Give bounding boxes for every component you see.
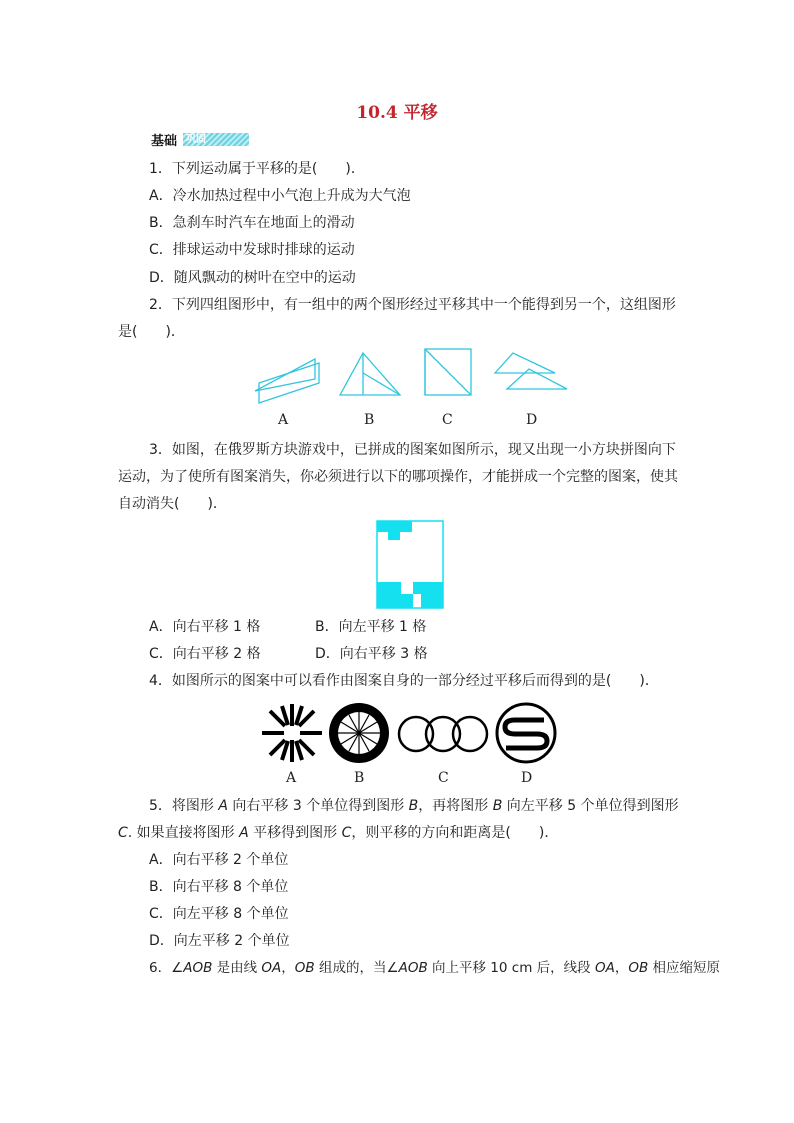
q3-stem-line1: 3．如图，在俄罗斯方块游戏中，已拼成的图案如图所示，现又出现一小方块拼图向下 (149, 442, 676, 458)
section-tag (149, 130, 253, 148)
q1-option-d: D．随风飘动的树叶在空中的运动 (149, 270, 356, 286)
section-tag-sub: 巩固 (183, 133, 249, 146)
q3-tetris-figure (376, 518, 446, 610)
q3-option-c: C．向右平移 2 格 (149, 646, 261, 662)
q5-option-c: C．向左平移 8 个单位 (149, 906, 289, 922)
q2-label-c: C (442, 412, 453, 428)
q2-figure-a (255, 359, 319, 403)
q2-figure-c (425, 349, 471, 395)
q3-built-pattern (377, 582, 443, 608)
q4-figure-c (399, 717, 487, 751)
q4-label-b: B (354, 770, 365, 786)
q1-option-a: A．冷水加热过程中小气泡上升成为大气泡 (149, 188, 411, 204)
q4-label-d: D (521, 770, 533, 786)
q1-option-c: C．排球运动中发球时排球的运动 (149, 242, 355, 258)
q4-label-a: A (286, 770, 297, 786)
q4-label-c: C (438, 770, 449, 786)
q2-label-b: B (364, 412, 375, 428)
section-tag-main: 基础 (151, 134, 178, 149)
q4-figure-b (329, 703, 389, 763)
q3-stem-line3: 自动消失( )． (118, 496, 227, 512)
q5-option-a: A．向右平移 2 个单位 (149, 852, 289, 868)
q5-stem-line2: C. 如果直接将图形 A 平移得到图形 C，则平移的方向和距离是( )． (118, 825, 559, 841)
q2-figure-d (495, 353, 567, 389)
q2-label-d: D (526, 412, 538, 428)
q5-option-b: B．向右平移 8 个单位 (149, 879, 289, 895)
q5-stem-line1: 5．将图形 A 向右平移 3 个单位得到图形 B，再将图形 B 向左平移 5 个单位得到图形 (149, 798, 679, 814)
q2-stem-line1: 2．下列四组图形中，有一组中的两个图形经过平移其中一个能得到另一个，这组图形 (149, 297, 676, 313)
q4-figures (258, 700, 558, 768)
q3-option-a: A．向右平移 1 格 (149, 619, 261, 635)
q3-stem-line2: 运动，为了使所有图案消失，你必须进行以下的哪项操作，才能拼成一个完整的图案，使其 (118, 469, 678, 485)
q1-stem: 1．下列运动属于平移的是( )． (149, 161, 365, 177)
q2-figure-b (340, 353, 400, 395)
q5-option-d: D．向左平移 2 个单位 (149, 933, 290, 949)
q3-falling-block (377, 521, 412, 540)
q4-stem: 4．如图所示的图案中可以看作由图案自身的一部分经过平移后而得到的是( )． (149, 673, 659, 689)
q6-stem: 6．∠AOB 是由线 OA，OB 组成的，当∠AOB 向上平移 10 cm 后，线段 OA，OB 相应缩短原 (149, 960, 720, 976)
page-title: 10.4 平移 (356, 103, 438, 123)
q2-figures (245, 345, 585, 407)
q3-option-d: D．向右平移 3 格 (315, 646, 428, 662)
q4-figure-a (262, 704, 322, 762)
q1-option-b: B．急刹车时汽车在地面上的滑动 (149, 215, 355, 231)
q2-label-a: A (278, 412, 289, 428)
q2-stem-line2: 是( )． (118, 324, 185, 340)
q4-figure-d (497, 704, 555, 762)
q3-option-b: B．向左平移 1 格 (315, 619, 427, 635)
